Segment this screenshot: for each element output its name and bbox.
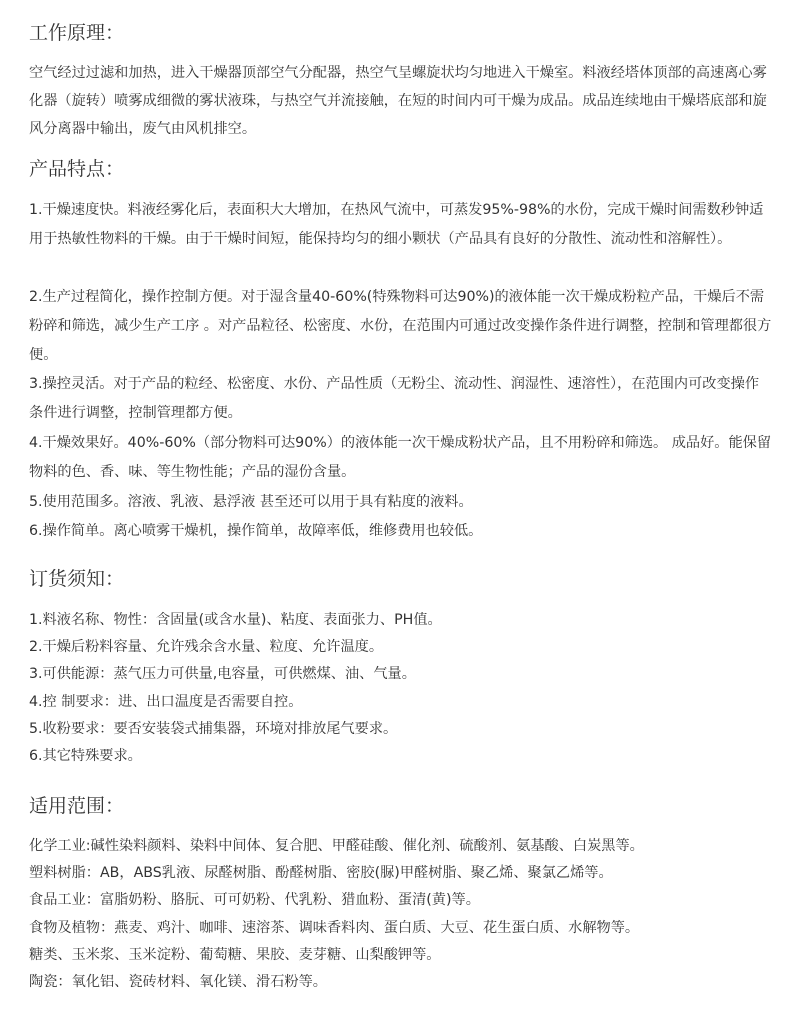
features-title: 产品特点：	[29, 158, 125, 180]
list-item: 5.收粉要求：要否安装袋式捕集器，环境对排放尾气要求。	[29, 720, 398, 737]
principle-paragraph: 空气经过过滤和加热，进入干燥器顶部空气分配器，热空气呈螺旋状均匀地进入干燥室。料液经塔体顶部的高速离心雾化器（旋转）喷雾成细微的雾状液珠，与热空气并流接触，在短的时间内可干燥为成品。成品连续地由干燥塔底部和旋风分离器中输出，废气由风机排空。	[29, 65, 767, 137]
list-item: 糖类、玉米浆、玉米淀粉、葡萄糖、果胶、麦芽糖、山梨酸钾等。	[29, 946, 441, 963]
feature-item-6: 6.操作简单。离心喷雾干燥机，操作简单，故障率低，维修费用也较低。	[29, 523, 483, 539]
feature-item-5: 5.使用范围多。溶液、乳液、悬浮液 甚至还可以用于具有粘度的液料。	[29, 494, 473, 510]
list-item: 1.料液名称、物性：含固量(或含水量)、粘度、表面张力、PH值。	[29, 612, 442, 628]
list-item: 塑料树脂：AB，ABS乳液、尿醛树脂、酚醛树脂、密胶(脲)甲醛树脂、聚乙烯、聚氯乙烯等。	[29, 865, 613, 882]
feature-item-2: 2.生产过程简化，操作控制方便。对于湿含量40-60%(特殊物料可达90%)的液体能一次干燥成粉粒产品，干燥后不需粉碎和筛选，减少生产工序 。对产品粒径、松密度、水份，在范围内可通过改变操作条件进行调整，控制和管理都很方便。	[29, 289, 772, 363]
ordering-title: 订货须知：	[29, 568, 125, 590]
principle-title: 工作原理：	[29, 22, 125, 44]
list-item: 2.干燥后粉料容量、允许残余含水量、粒度、允许温度。	[29, 639, 384, 656]
list-item: 食品工业：富脂奶粉、胳朊、可可奶粉、代乳粉、猎血粉、蛋清(黄)等。	[29, 892, 480, 909]
list-item: 陶瓷：氧化铝、瓷砖材料、氧化镁、滑石粉等。	[29, 974, 327, 991]
list-item: 3.可供能源：蒸气压力可供量,电容量，可供燃煤、油、气量。	[29, 666, 416, 683]
list-item: 化学工业:碱性染料颜料、染料中间体、复合肥、甲醛硅酸、催化剂、硫酸剂、氨基酸、白炭黑等。	[29, 838, 644, 854]
list-item: 食物及植物：燕麦、鸡汁、咖啡、速溶茶、调味香料肉、蛋白质、大豆、花生蛋白质、水解物等。	[29, 919, 640, 936]
list-item: 4.控 制要求：进、出口温度是否需要自控。	[29, 693, 303, 710]
scope-title: 适用范围：	[29, 795, 125, 817]
feature-item-4: 4.干燥效果好。40%-60%（部分物料可达90%）的液体能一次干燥成粉状产品，且不用粉碎和筛选。 成品好。能保留物料的色、香、味、等生物性能；产品的湿份含量。	[29, 435, 772, 480]
feature-item-3: 3.操控灵活。对于产品的粒经、松密度、水份、产品性质（无粉尘、流动性、润湿性、速溶性），在范围内可改变操作条件进行调整，控制管理都方便。	[29, 376, 760, 421]
ordering-list	[29, 607, 773, 770]
feature-item-1: 1.干燥速度快。料液经雾化后，表面积大大增加，在热风气流中，可蒸发95%-98%的水份，完成干燥时间需数秒钟适用于热敏性物料的干燥。由于干燥时间短，能保持均匀的细小颗状（产品具有良好的分散性、流动性和溶解性）。	[29, 202, 764, 247]
scope-list	[29, 833, 773, 996]
list-item: 6.其它特殊要求。	[29, 748, 142, 765]
